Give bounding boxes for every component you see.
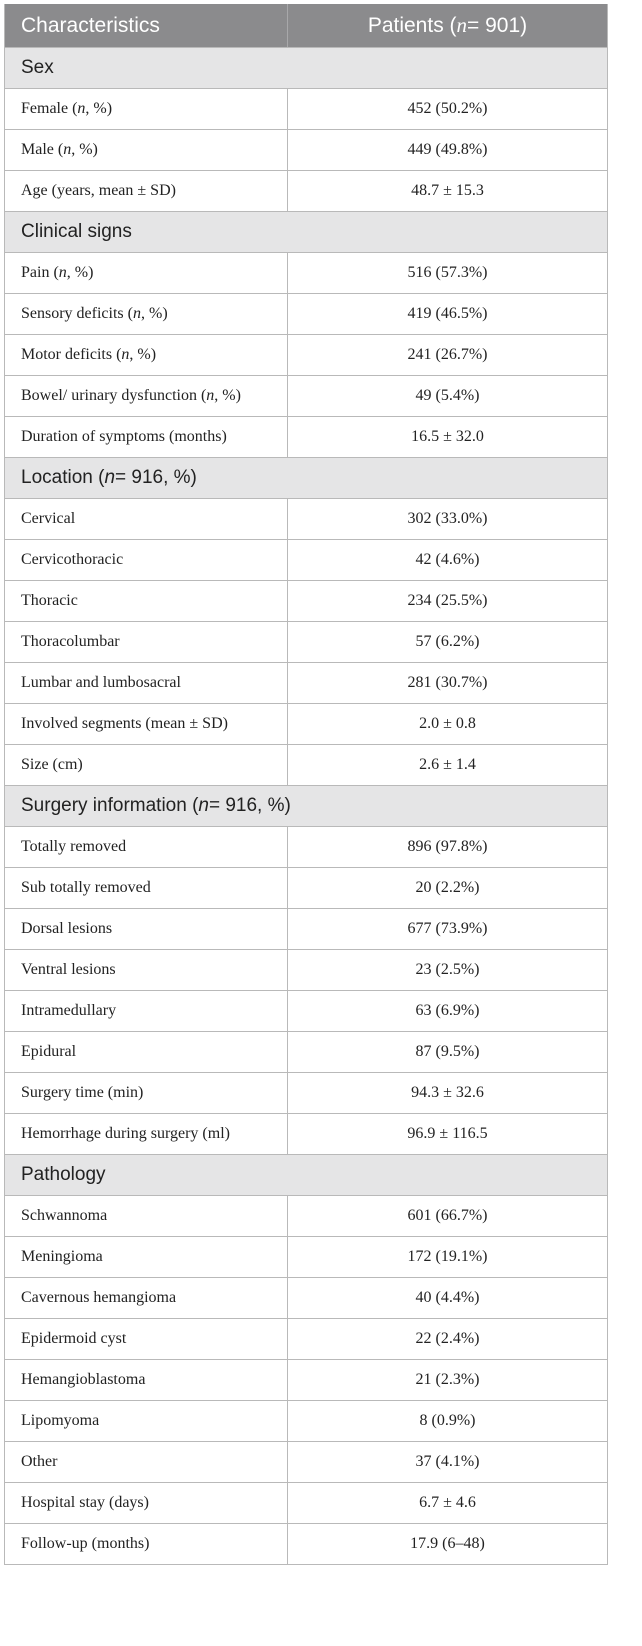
table-row [5, 949, 607, 990]
patients-value: 94.3 ± 32.6 [411, 1084, 484, 1101]
table-row [5, 252, 607, 293]
patients-value: 8 (0.9%) [419, 1412, 476, 1429]
patients-value: 63 (6.9%) [415, 1002, 480, 1019]
characteristic-label: Thoracolumbar [5, 622, 288, 662]
table-row [5, 1277, 607, 1318]
table-row [5, 662, 607, 703]
table-row [5, 744, 607, 785]
table-row [5, 621, 607, 662]
table-row [5, 867, 607, 908]
patients-value: 302 (33.0%) [407, 510, 488, 527]
characteristic-label: Size (cm) [5, 745, 288, 785]
table-row [5, 1400, 607, 1441]
table-row [5, 293, 607, 334]
patients-value: 601 (66.7%) [407, 1207, 488, 1224]
table-row [5, 416, 607, 457]
characteristic-label: Lipomyoma [5, 1401, 288, 1441]
characteristic-label: Thoracic [5, 581, 288, 621]
table-row [5, 1318, 607, 1359]
patients-value: 449 (49.8%) [407, 141, 488, 158]
patients-value: 2.0 ± 0.8 [419, 715, 476, 732]
characteristic-label: Hemorrhage during surgery (ml) [5, 1114, 288, 1154]
table-row [5, 1113, 607, 1154]
characteristic-label: Male ( n , %) [5, 130, 288, 170]
section-header-row [5, 785, 607, 826]
characteristic-label: Other [5, 1442, 288, 1482]
table-row [5, 1359, 607, 1400]
header-patients-suffix: = 901) [467, 13, 528, 37]
patients-value: 516 (57.3%) [407, 264, 488, 281]
section-title: Clinical signs [21, 221, 132, 242]
header-characteristics: Characteristics [5, 4, 288, 47]
patients-value: 452 (50.2%) [407, 100, 488, 117]
patients-value: 419 (46.5%) [407, 305, 488, 322]
section-header-row [5, 1154, 607, 1195]
characteristic-label: Dorsal lesions [5, 909, 288, 949]
characteristic-label: Sub totally removed [5, 868, 288, 908]
table-header-row [5, 4, 607, 47]
characteristic-label: Hemangioblastoma [5, 1360, 288, 1400]
characteristic-label: Duration of symptoms (months) [5, 417, 288, 457]
characteristic-label: Totally removed [5, 827, 288, 867]
header-patients [288, 4, 607, 47]
section-title: Pathology [21, 1164, 106, 1185]
patients-value: 234 (25.5%) [407, 592, 488, 609]
table-row [5, 703, 607, 744]
table-row [5, 498, 607, 539]
characteristic-label: Intramedullary [5, 991, 288, 1031]
section-header-row [5, 457, 607, 498]
characteristic-label: Schwannoma [5, 1196, 288, 1236]
characteristic-label: Ventral lesions [5, 950, 288, 990]
patients-value: 42 (4.6%) [415, 551, 480, 568]
characteristic-label: Meningioma [5, 1237, 288, 1277]
patients-value: 281 (30.7%) [407, 674, 488, 691]
table-row [5, 1072, 607, 1113]
patients-value: 21 (2.3%) [415, 1371, 480, 1388]
table-row [5, 580, 607, 621]
characteristic-label: Cavernous hemangioma [5, 1278, 288, 1318]
characteristic-label: Sensory deficits ( n , %) [5, 294, 288, 334]
patients-value: 37 (4.1%) [415, 1453, 480, 1470]
patients-value: 241 (26.7%) [407, 346, 488, 363]
section-title: Surgery information ( n = 916, %) [21, 795, 291, 816]
patients-value: 22 (2.4%) [415, 1330, 480, 1347]
table-row [5, 375, 607, 416]
characteristic-label: Epidural [5, 1032, 288, 1072]
table-row [5, 1195, 607, 1236]
patients-value: 96.9 ± 116.5 [407, 1125, 488, 1142]
characteristic-label: Female ( n , %) [5, 89, 288, 129]
table-row [5, 826, 607, 867]
table-row [5, 170, 607, 211]
patients-value: 16.5 ± 32.0 [411, 428, 484, 445]
characteristic-label: Lumbar and lumbosacral [5, 663, 288, 703]
header-patients-prefix: Patients ( [367, 13, 457, 37]
section-title: Sex [21, 57, 54, 78]
patients-value: 40 (4.4%) [415, 1289, 480, 1306]
patients-value: 48.7 ± 15.3 [411, 182, 484, 199]
table-row [5, 334, 607, 375]
patients-value: 6.7 ± 4.6 [419, 1494, 476, 1511]
patients-value: 49 (5.4%) [415, 387, 480, 404]
characteristic-label: Follow-up (months) [5, 1524, 288, 1564]
section-header-row [5, 211, 607, 252]
patients-value: 17.9 (6–48) [410, 1535, 485, 1552]
table-row [5, 88, 607, 129]
characteristics-table [4, 4, 608, 1565]
patients-value: 172 (19.1%) [407, 1248, 488, 1265]
table-row [5, 1482, 607, 1523]
patients-value: 677 (73.9%) [407, 920, 488, 937]
characteristic-label: Cervicothoracic [5, 540, 288, 580]
table-row [5, 990, 607, 1031]
characteristic-label: Hospital stay (days) [5, 1483, 288, 1523]
characteristic-label: Age (years, mean ± SD) [5, 171, 288, 211]
characteristic-label: Motor deficits ( n , %) [5, 335, 288, 375]
patients-value: 20 (2.2%) [415, 879, 480, 896]
patients-value: 23 (2.5%) [415, 961, 480, 978]
characteristic-label: Surgery time (min) [5, 1073, 288, 1113]
section-title: Location ( n = 916, %) [21, 467, 197, 488]
characteristic-label: Cervical [5, 499, 288, 539]
table-row [5, 129, 607, 170]
patients-value: 57 (6.2%) [415, 633, 480, 650]
section-header-row [5, 47, 607, 88]
characteristic-label: Involved segments (mean ± SD) [5, 704, 288, 744]
characteristic-label: Bowel/ urinary dysfunction ( n , %) [5, 376, 288, 416]
characteristic-label: Epidermoid cyst [5, 1319, 288, 1359]
patients-value: 2.6 ± 1.4 [419, 756, 476, 773]
table-row [5, 539, 607, 580]
table-row [5, 1441, 607, 1482]
table-row [5, 1523, 607, 1564]
patients-value: 87 (9.5%) [415, 1043, 480, 1060]
header-patients-n: n [456, 13, 468, 37]
table-row [5, 1236, 607, 1277]
characteristic-label: Pain ( n , %) [5, 253, 288, 293]
patients-value: 896 (97.8%) [407, 838, 488, 855]
table-row [5, 1031, 607, 1072]
table-row [5, 908, 607, 949]
